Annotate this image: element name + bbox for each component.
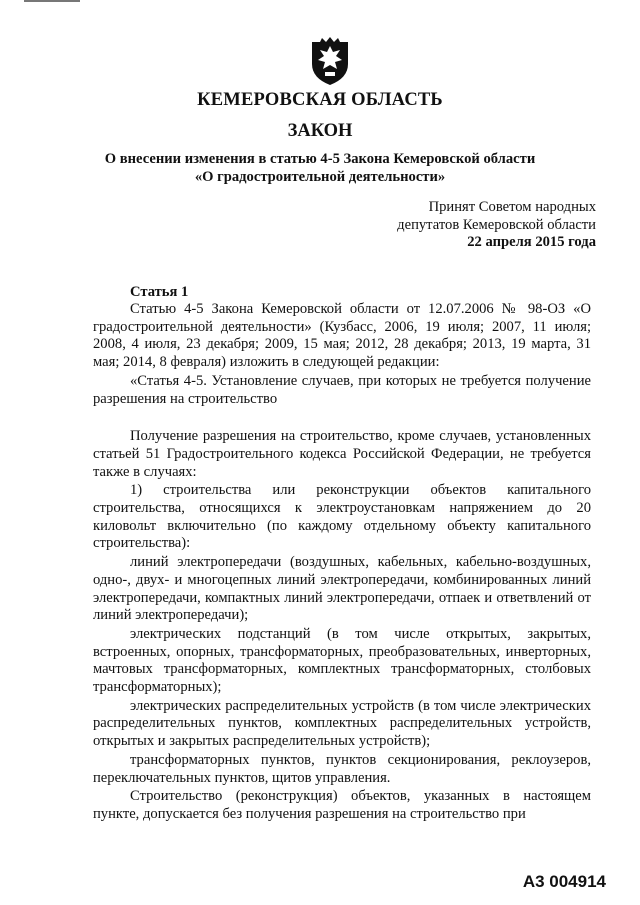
paragraph: 1) строительства или реконструкции объектов капитального строительства, относящихся к электроустановкам напряжением до 20 киловольт включительно (по каждому отдельному объекту капитального строительства): bbox=[93, 482, 591, 552]
paragraph: Получение разрешения на строительство, кроме случаев, установленных статьей 51 Градостроительного кодекса Российской Федерации, не требуется также в случаях: bbox=[93, 428, 591, 480]
adoption-line-2: депутатов Кемеровской области bbox=[397, 216, 596, 233]
article-body bbox=[93, 301, 591, 824]
paragraph: линий электропередачи (воздушных, кабельных, кабельно-воздушных, одно-, двух- и многоцепных линий электропередачи, комбинированных линий электропередачи, компактных линий электропередачи, отпаек и ответвлений от линий электропередачи); bbox=[93, 554, 591, 624]
scan-edge-mark bbox=[24, 0, 80, 2]
law-subject-line-2: «О градостроительной деятельности» bbox=[194, 169, 446, 185]
adoption-line-1: Принят Советом народных bbox=[428, 199, 596, 215]
law-subject bbox=[0, 150, 640, 186]
law-subject-line-1: О внесении изменения в статью 4-5 Закона Кемеровской области bbox=[104, 151, 536, 167]
paragraph: Статью 4-5 Закона Кемеровской области от 12.07.2006 № 98-ОЗ «О градостроительной деятельности» (Кузбасс, 2006, 19 июля; 2007, 11 июля; 2008, 4 июля, 23 декабря; 2009, 15 мая; 2012, 28 декабря; 2013, 19 марта, 31 мая; 2014, 8 февраля) изложить в следующей редакции: bbox=[93, 301, 591, 371]
kemerovo-coat-of-arms-icon bbox=[308, 36, 352, 86]
article-title: Статья 1 bbox=[130, 284, 189, 300]
document-type-title: ЗАКОН bbox=[287, 121, 353, 141]
serial-number: А3 004914 bbox=[522, 872, 606, 891]
paragraph: трансформаторных пунктов, пунктов секционирования, реклоузеров, переключательных пунктов, щитов управления. bbox=[93, 751, 591, 786]
region-title: КЕМЕРОВСКАЯ ОБЛАСТЬ bbox=[197, 90, 443, 110]
paragraph: электрических распределительных устройств (в том числе электрических распределительных пунктов, комплектных распределительных устройств, открытых и закрытых распределительных устройств); bbox=[93, 697, 591, 750]
paragraph: электрических подстанций (в том числе открытых, закрытых, встроенных, опорных, трансформаторных, преобразовательных, инверторных, мачтовых трансформаторных, комплектных трансформаторных, столбовых трансформаторных); bbox=[93, 625, 591, 696]
adoption-date: 22 апреля 2015 года bbox=[467, 234, 596, 250]
paragraph: «Статья 4-5. Установление случаев, при которых не требуется получение разрешения на строительство bbox=[93, 372, 591, 407]
adoption-block bbox=[397, 199, 596, 252]
paragraph: Строительство (реконструкция) объектов, указанных в настоящем пункте, допускается без получения разрешения на строительство при bbox=[93, 788, 591, 822]
